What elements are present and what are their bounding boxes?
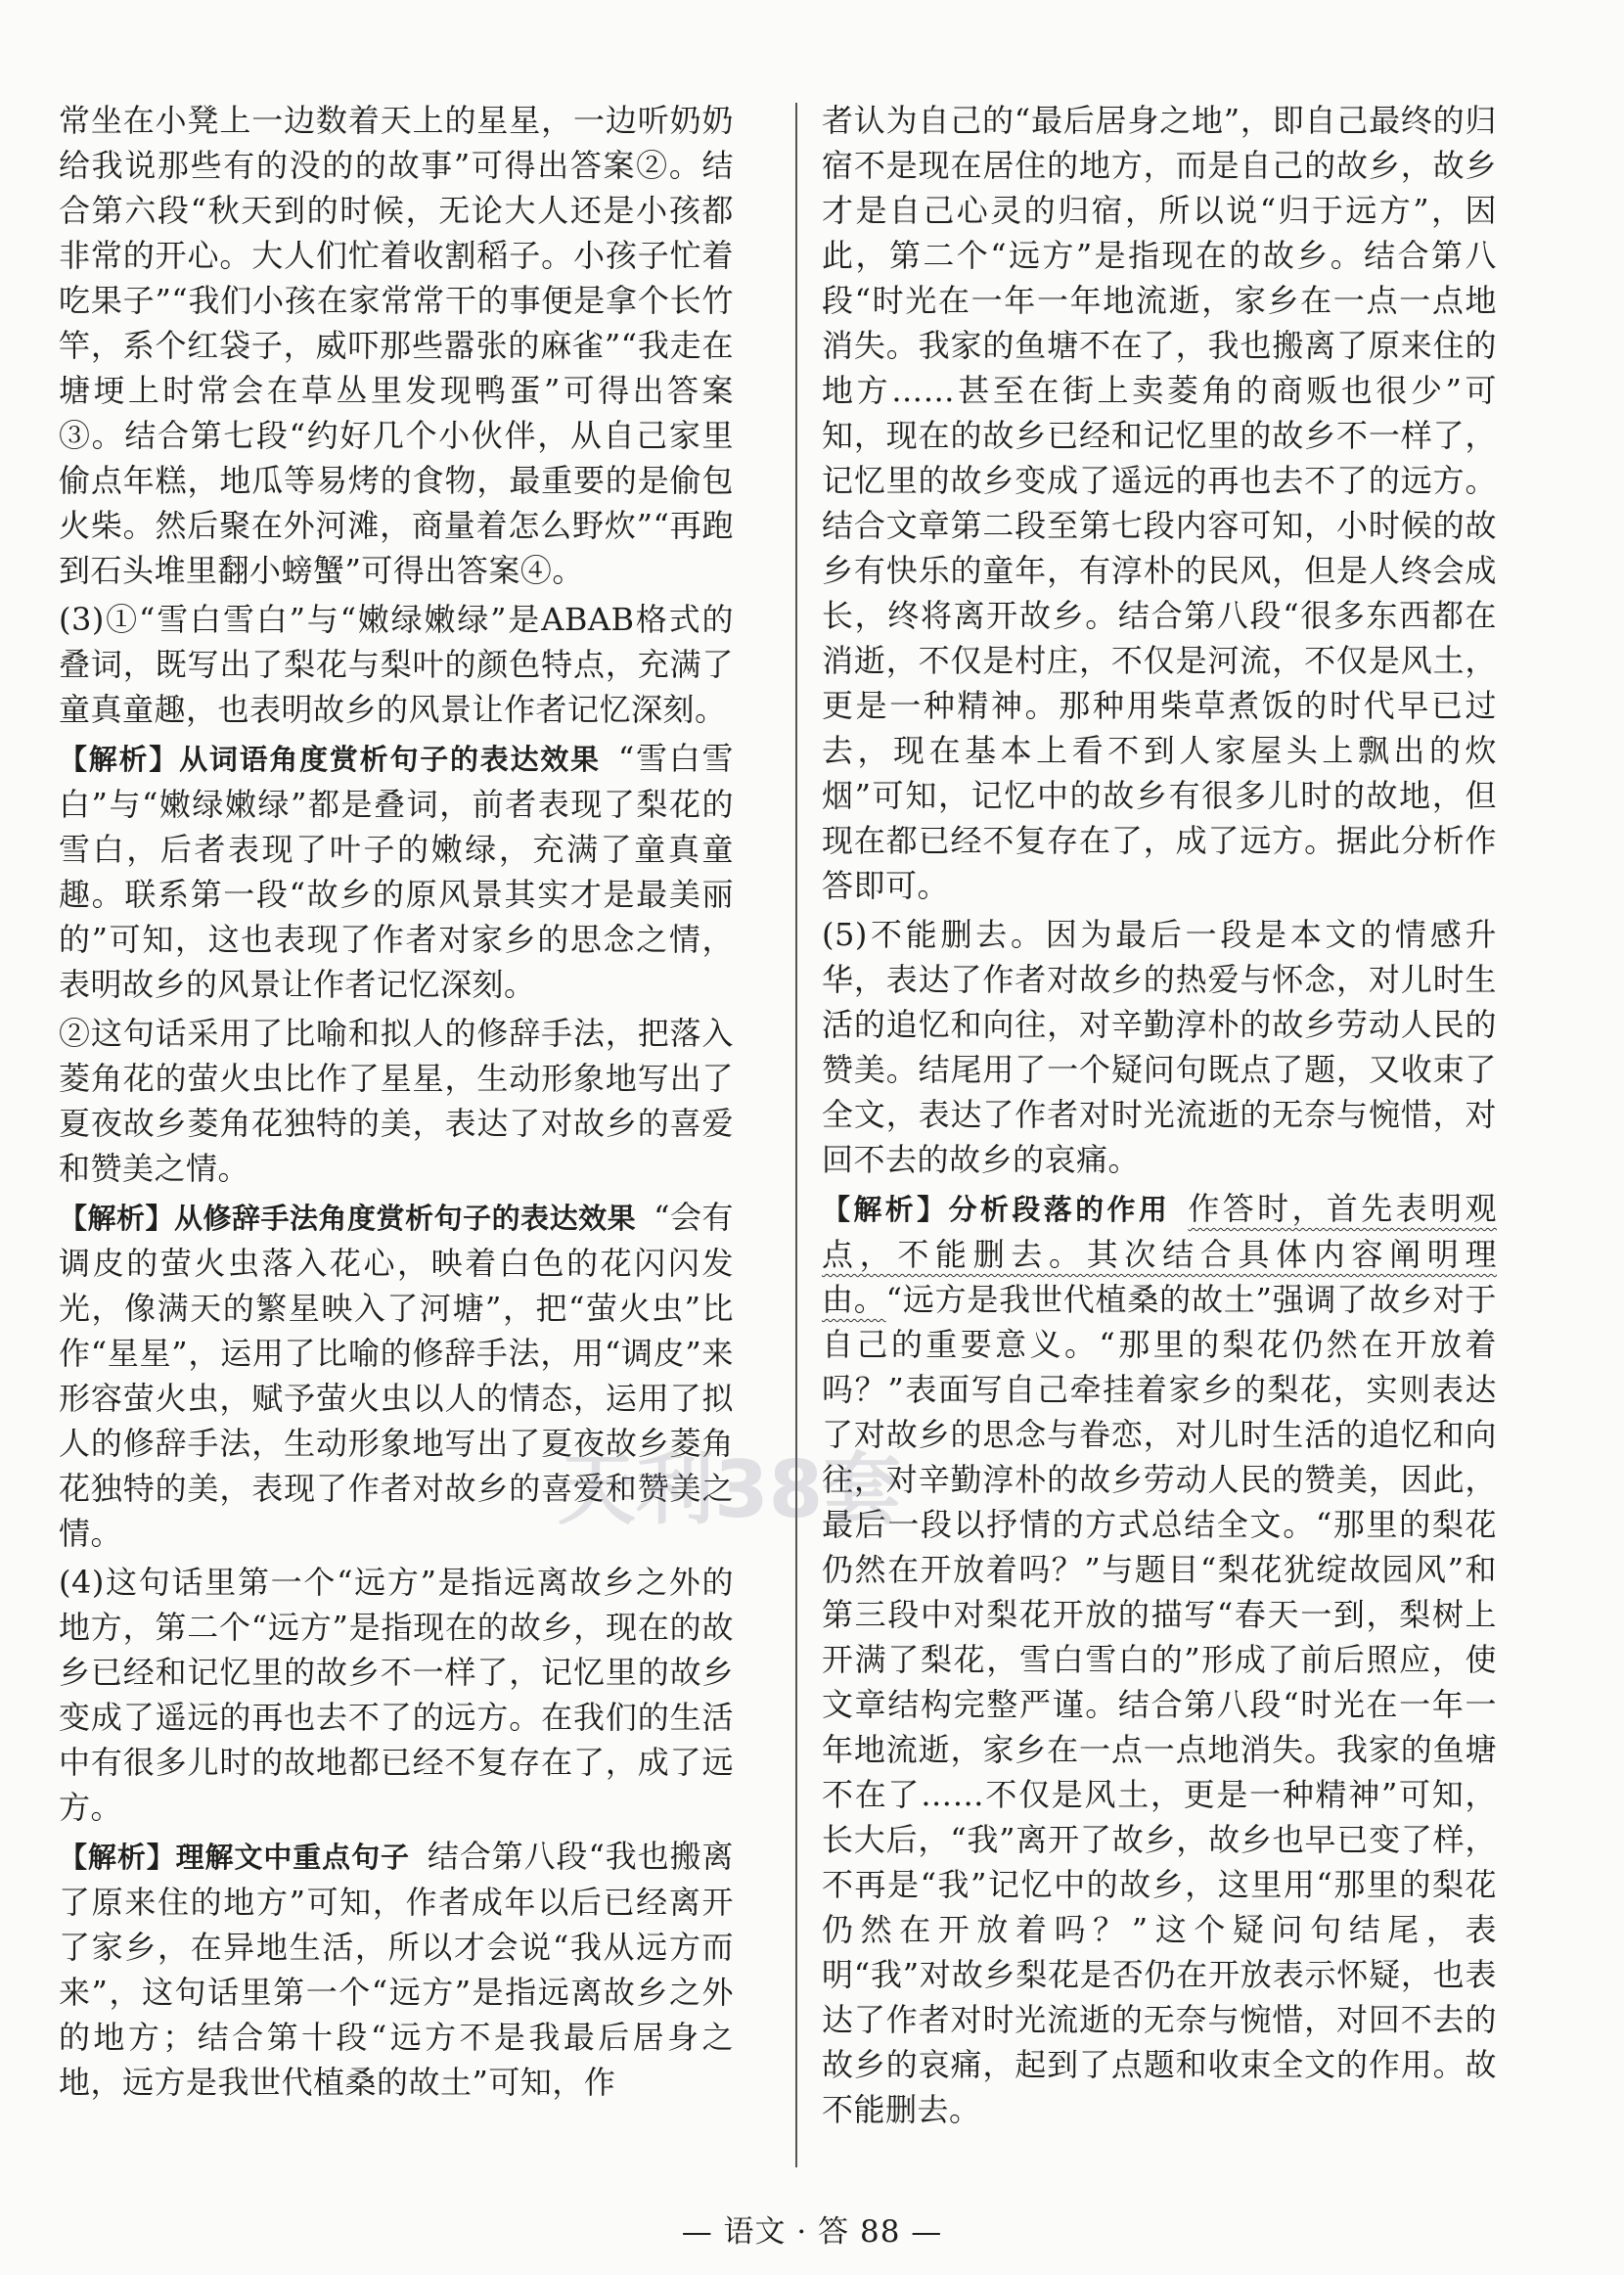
analysis-4 (59, 1834, 734, 2105)
answer-5: (5)不能删去。因为最后一段是本文的情感升华，表达了作者对故乡的热爱与怀念，对儿时生活的追忆和向往，对辛勤淳朴的故乡劳动人民的赞美。结尾用了一个疑问句既点了题，又收束了全文，表达了作者对时光流逝的无奈与惋惜，对回不去的故乡的哀痛。 (822, 916, 1497, 1178)
analysis-point: 分析段落的作用 (948, 1193, 1171, 1226)
analysis-text: “远方是我世代植桑的故土”强调了故乡对于自己的重要意义。“那里的梨花仍然在开放着吗？”表面写自己牵挂着家乡的梨花，实则表达了对故乡的思念与眷恋，对儿时生活的追忆和向往，对辛勤淳朴的故乡劳动人民的赞美，因此，最后一段以抒情的方式总结全文。“那里的梨花仍然在开放着吗？”与题目“梨花犹绽故园风”和第三段中对梨花开放的描写“春天一到，梨树上开满了梨花，雪白雪白的”形成了前后照应，使文章结构完整严谨。结合第八段“时光在一年一年地流逝，家乡在一点一点地消失。我家的鱼塘不在了……不仅是风土，更是一种精神”可知，长大后，“我”离开了故乡，故乡也早已变了样，不再是“我”记忆中的故乡，这里用“那里的梨花仍然在开放着吗？”这个疑问句结尾，表明“我”对故乡梨花是否仍在开放表示怀疑，也表达了作者对时光流逝的无奈与惋惜，对回不去的故乡的哀痛，起到了点题和收束全文的作用。故不能删去。 (822, 1281, 1497, 2128)
analysis-point: 从词语角度赏析句子的表达效果 (179, 743, 601, 776)
answer-3-1: (3)①“雪白雪白”与“嫩绿嫩绿”是ABAB格式的叠词，既写出了梨花与梨叶的颜色特点，充满了童真童趣，也表明故乡的风景让作者记忆深刻。 (59, 601, 734, 728)
analysis-3-2 (59, 1195, 734, 1556)
analysis-point: 理解文中重点句子 (175, 1841, 410, 1874)
analysis-point: 从修辞手法角度赏析句子的表达效果 (174, 1202, 637, 1235)
watermark-text: 天利38套 (558, 1444, 902, 1535)
analysis-tag: 【解析】 (822, 1193, 949, 1226)
page-footer: — 语文 · 答 88 — (681, 2214, 943, 2250)
analysis-text: “会有调皮的萤火虫落入花心，映着白色的花闪闪发光，像满天的繁星映入了河塘”，把“萤火虫”比作“星星”，运用了比喻的修辞手法，用“调皮”来形容萤火虫，赋予萤火虫以人的情态，运用了拟人的修辞手法，生动形象地写出了夏夜故乡菱角花独特的美，表现了作者对故乡的喜爱和赞美之情。 (59, 1199, 734, 1552)
answer-continuation: 常坐在小凳上一边数着天上的星星，一边听奶奶给我说那些有的没的的故事”可得出答案②。结合第六段“秋天到的时候，无论大人还是小孩都非常的开心。大人们忙着收割稻子。小孩子忙着吃果子”“我们小孩在家常常干的事便是拿个长竹竿，系个红袋子，威吓那些嚣张的麻雀”“我走在塘埂上时常会在草丛里发现鸭蛋”可得出答案③。结合第七段“约好几个小伙伴，从自己家里偷点年糕，地瓜等易烤的食物，最重要的是偷包火柴。然后聚在外河滩，商量着怎么野炊”“再跑到石头堆里翻小螃蟹”可得出答案④。 (59, 102, 734, 589)
left-column (59, 98, 734, 2109)
analysis-tag: 【解析】 (59, 743, 180, 776)
analysis-5 (822, 1186, 1497, 2132)
analysis-text: 结合第八段“我也搬离了原来住的地方”可知，作者成年以后已经离开了家乡，在异地生活，所以才会说“我从远方而来”，这句话里第一个“远方”是指远离故乡之外的地方；结合第十段“远方不是我最后居身之地，远方是我世代植桑的故土”可知，作 (59, 1838, 734, 2101)
analysis-tag: 【解析】 (59, 1841, 176, 1874)
right-column (822, 98, 1497, 2136)
analysis-4-continuation: 者认为自己的“最后居身之地”，即自己最终的归宿不是现在居住的地方，而是自己的故乡，故乡才是自己心灵的归宿，所以说“归于远方”，因此，第二个“远方”是指现在的故乡。结合第八段“时光在一年一年地流逝，家乡在一点一点地消失。我家的鱼塘不在了，我也搬离了原来住的地方……甚至在街上卖菱角的商贩也很少”可知，现在的故乡已经和记忆里的故乡不一样了，记忆里的故乡变成了遥远的再也去不了的远方。结合文章第二段至第七段内容可知，小时候的故乡有快乐的童年，有淳朴的民风，但是人终会成长，终将离开故乡。结合第八段“很多东西都在消逝，不仅是村庄，不仅是河流，不仅是风土，更是一种精神。那种用柴草煮饭的时代早已过去，现在基本上看不到人家屋头上飘出的炊烟”可知，记忆中的故乡有很多儿时的故地，但现在都已经不复存在了，成了远方。据此分析作答即可。 (822, 102, 1497, 904)
column-divider (795, 103, 797, 2167)
analysis-3-1 (59, 736, 734, 1007)
analysis-tag: 【解析】 (59, 1202, 175, 1235)
answer-3-2: ②这句话采用了比喻和拟人的修辞手法，把落入菱角花的萤火虫比作了星星，生动形象地写出了夏夜故乡菱角花独特的美，表达了对故乡的喜爱和赞美之情。 (59, 1015, 734, 1187)
answer-4: (4)这句话里第一个“远方”是指远离故乡之外的地方，第二个“远方”是指现在的故乡，现在的故乡已经和记忆里的故乡不一样了，记忆里的故乡变成了遥远的再也去不了的远方。在我们的生活中有很多儿时的故地都已经不复存在了，成了远方。 (59, 1564, 734, 1826)
wavy-underlined-hint: 作答时，首先表明观点，不能删去。其次结合具体内容阐明理由。 (822, 1190, 1497, 1318)
analysis-text: “雪白雪白”与“嫩绿嫩绿”都是叠词，前者表现了梨花的雪白，后者表现了叶子的嫩绿，充满了童真童趣。联系第一段“故乡的原风景其实才是最美丽的”可知，这也表现了作者对家乡的思念之情，表明故乡的风景让作者记忆深刻。 (59, 740, 734, 1003)
